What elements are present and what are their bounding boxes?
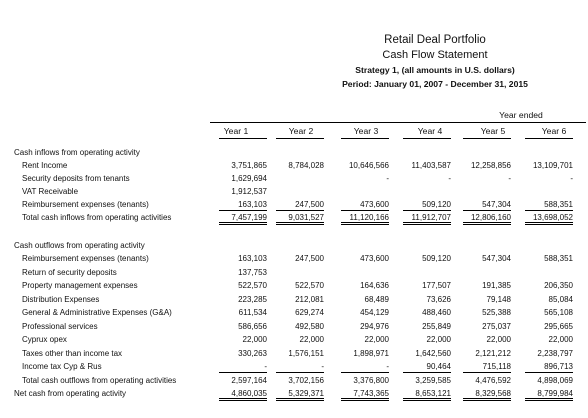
row-label: Property management expenses — [22, 281, 138, 290]
table-row — [0, 307, 588, 321]
cell-value: 715,118 — [463, 362, 511, 371]
cell-value: 294,976 — [360, 321, 389, 331]
cell-value: 295,665 — [544, 321, 573, 331]
row-label: Reimbursement expenses (tenants) — [22, 200, 149, 209]
cell-value: 629,274 — [295, 308, 324, 317]
cell-value: 522,570 — [238, 281, 267, 290]
cell-value: 9,031,527 — [276, 213, 324, 222]
table-row — [0, 199, 588, 213]
cell-value: 7,457,199 — [219, 213, 267, 222]
column-header: Year 5 — [480, 126, 506, 136]
cell-value: 22,000 — [426, 335, 451, 344]
cell-value: 79,148 — [486, 294, 511, 304]
cell-value: 4,476,592 — [475, 375, 511, 385]
cell-value: 3,259,585 — [415, 375, 451, 385]
report-subtitle: Cash Flow Statement — [382, 49, 488, 61]
cell-value: 10,646,566 — [348, 161, 389, 170]
total-row-inflows — [0, 212, 588, 226]
cell-value: 22,000 — [548, 335, 573, 344]
cell-value: 1,642,560 — [415, 348, 451, 358]
cell-value: 247,500 — [276, 200, 324, 209]
cell-value: 22,000 — [486, 335, 511, 344]
row-label: Reimbursement expenses (tenants) — [22, 254, 149, 263]
cell-value: 1,576,151 — [288, 348, 324, 358]
cell-value: 896,713 — [525, 362, 573, 371]
column-header: Year 1 — [223, 126, 249, 136]
report-period: Period: January 01, 2007 - December 31, 2015 — [342, 79, 528, 89]
cell-value: 509,120 — [403, 200, 451, 209]
cell-value: 5,329,371 — [276, 389, 324, 398]
table-row — [0, 267, 588, 281]
table-row — [0, 361, 588, 375]
year-ended-rule — [210, 122, 586, 123]
cell-value: 588,351 — [525, 200, 573, 209]
cell-value: 163,103 — [219, 200, 267, 209]
cell-value: 22,000 — [242, 335, 267, 344]
cell-value: 223,285 — [238, 294, 267, 304]
cell-value: 164,636 — [360, 281, 389, 290]
cell-value: 2,597,164 — [231, 375, 267, 385]
column-header-rule — [219, 138, 267, 139]
table-row — [0, 334, 588, 348]
table-row — [0, 280, 588, 294]
cell-value: 454,129 — [360, 308, 389, 317]
cell-value: 85,084 — [548, 294, 573, 304]
row-label: Security deposits from tenants — [22, 174, 130, 183]
cell-value: 22,000 — [299, 335, 324, 344]
column-header-rule — [463, 138, 511, 139]
row-label: Cash inflows from operating activity — [14, 148, 140, 157]
row-label: Rent Income — [22, 161, 68, 170]
row-label: Return of security deposits — [22, 267, 117, 277]
section-heading-inflows — [0, 147, 588, 161]
cell-value: 255,849 — [422, 321, 451, 331]
cell-value: 4,898,069 — [537, 375, 573, 385]
row-label: Income tax Cyp & Rus — [22, 362, 102, 371]
cell-value: 1,912,537 — [231, 187, 267, 196]
cell-value: 13,109,701 — [532, 161, 573, 170]
row-label: Distribution Expenses — [22, 294, 100, 304]
table-row — [0, 253, 588, 267]
cell-value: 1,629,694 — [231, 174, 267, 183]
cell-value: 565,108 — [544, 308, 573, 317]
cell-value: 275,037 — [482, 321, 511, 331]
cell-value: 330,263 — [238, 348, 267, 358]
cell-value: 525,388 — [482, 308, 511, 317]
cell-value: - — [386, 174, 389, 183]
cell-value: 3,702,156 — [288, 375, 324, 385]
cell-value: - — [448, 174, 451, 183]
cell-value: 13,698,052 — [525, 213, 573, 222]
section-heading-outflows — [0, 240, 588, 254]
column-header: Year 4 — [417, 126, 443, 136]
cell-value: 8,653,121 — [403, 389, 451, 398]
cell-value: 90,464 — [403, 362, 451, 371]
table-row — [0, 294, 588, 308]
column-header-rule — [403, 138, 451, 139]
cell-value: 473,600 — [360, 254, 389, 263]
cell-value: 588,351 — [544, 254, 573, 263]
cell-value: 8,784,028 — [288, 161, 324, 170]
row-label: Total cash inflows from operating activities — [22, 213, 172, 222]
cell-value: 488,460 — [422, 308, 451, 317]
row-label: General & Administrative Expenses (G&A) — [22, 308, 172, 317]
row-label: Cash outflows from operating activity — [14, 241, 145, 250]
cell-value: - — [341, 362, 389, 371]
row-label: VAT Receivable — [22, 187, 79, 196]
cell-value: 247,500 — [295, 254, 324, 263]
cell-value: 11,403,587 — [411, 161, 451, 170]
cell-value: 73,626 — [426, 294, 451, 304]
cell-value: 611,534 — [238, 308, 267, 317]
cell-value: 2,238,797 — [537, 348, 573, 358]
column-header: Year 2 — [288, 126, 314, 136]
column-header: Year 3 — [353, 126, 379, 136]
cell-value: 547,304 — [482, 254, 511, 263]
year-ended-label: Year ended — [499, 110, 543, 120]
column-header-rule — [525, 138, 573, 139]
cell-value: 3,751,865 — [231, 161, 267, 170]
cell-value: 163,103 — [238, 254, 267, 263]
row-label: Total cash outflows from operating activities — [22, 375, 177, 385]
cell-value: - — [219, 362, 267, 371]
cell-value: 586,656 — [238, 321, 267, 331]
cell-value: 492,580 — [295, 321, 324, 331]
cell-value: 7,743,365 — [341, 389, 389, 398]
table-row — [0, 321, 588, 335]
table-row — [0, 186, 588, 200]
cell-value: 3,376,800 — [353, 375, 389, 385]
cell-value: 8,329,568 — [463, 389, 511, 398]
row-label: Professional services — [22, 321, 98, 331]
column-header: Year 6 — [541, 126, 567, 136]
cell-value: 473,600 — [341, 200, 389, 209]
cell-value: 12,806,160 — [463, 213, 511, 222]
row-label: Taxes other than income tax — [22, 348, 123, 358]
cell-value: 177,507 — [422, 281, 451, 290]
cell-value: 22,000 — [364, 335, 389, 344]
cell-value: 12,258,856 — [470, 161, 511, 170]
total-row-outflows — [0, 375, 588, 389]
report-strategy: Strategy 1, (all amounts in U.S. dollars) — [355, 65, 515, 75]
cell-value: 1,898,971 — [353, 348, 389, 358]
cell-value: 11,120,166 — [341, 213, 389, 222]
cell-value: 522,570 — [295, 281, 324, 290]
cell-value: 4,860,035 — [219, 389, 267, 398]
cell-value: 212,081 — [295, 294, 324, 304]
row-label: Net cash from operating activity — [14, 389, 127, 398]
cell-value: 2,121,212 — [475, 348, 511, 358]
cell-value: 8,799,984 — [525, 389, 573, 398]
table-row — [0, 160, 588, 174]
cell-value: 191,385 — [482, 281, 511, 290]
table-row — [0, 173, 588, 187]
row-label: Cyprux opex — [22, 335, 67, 344]
report-title: Retail Deal Portfolio — [384, 34, 486, 46]
column-header-rule — [341, 138, 389, 139]
cell-value: 509,120 — [422, 254, 451, 263]
cell-value: 206,350 — [544, 281, 573, 290]
cell-value: 547,304 — [463, 200, 511, 209]
cell-value: 11,912,707 — [403, 213, 451, 222]
cell-value: - — [508, 174, 511, 183]
table-row — [0, 348, 588, 362]
cell-value: - — [276, 362, 324, 371]
cell-value: 137,753 — [238, 267, 267, 277]
cell-value: 68,489 — [364, 294, 389, 304]
net-cash-row — [0, 388, 588, 402]
column-header-rule — [276, 138, 324, 139]
cell-value: - — [570, 174, 573, 183]
